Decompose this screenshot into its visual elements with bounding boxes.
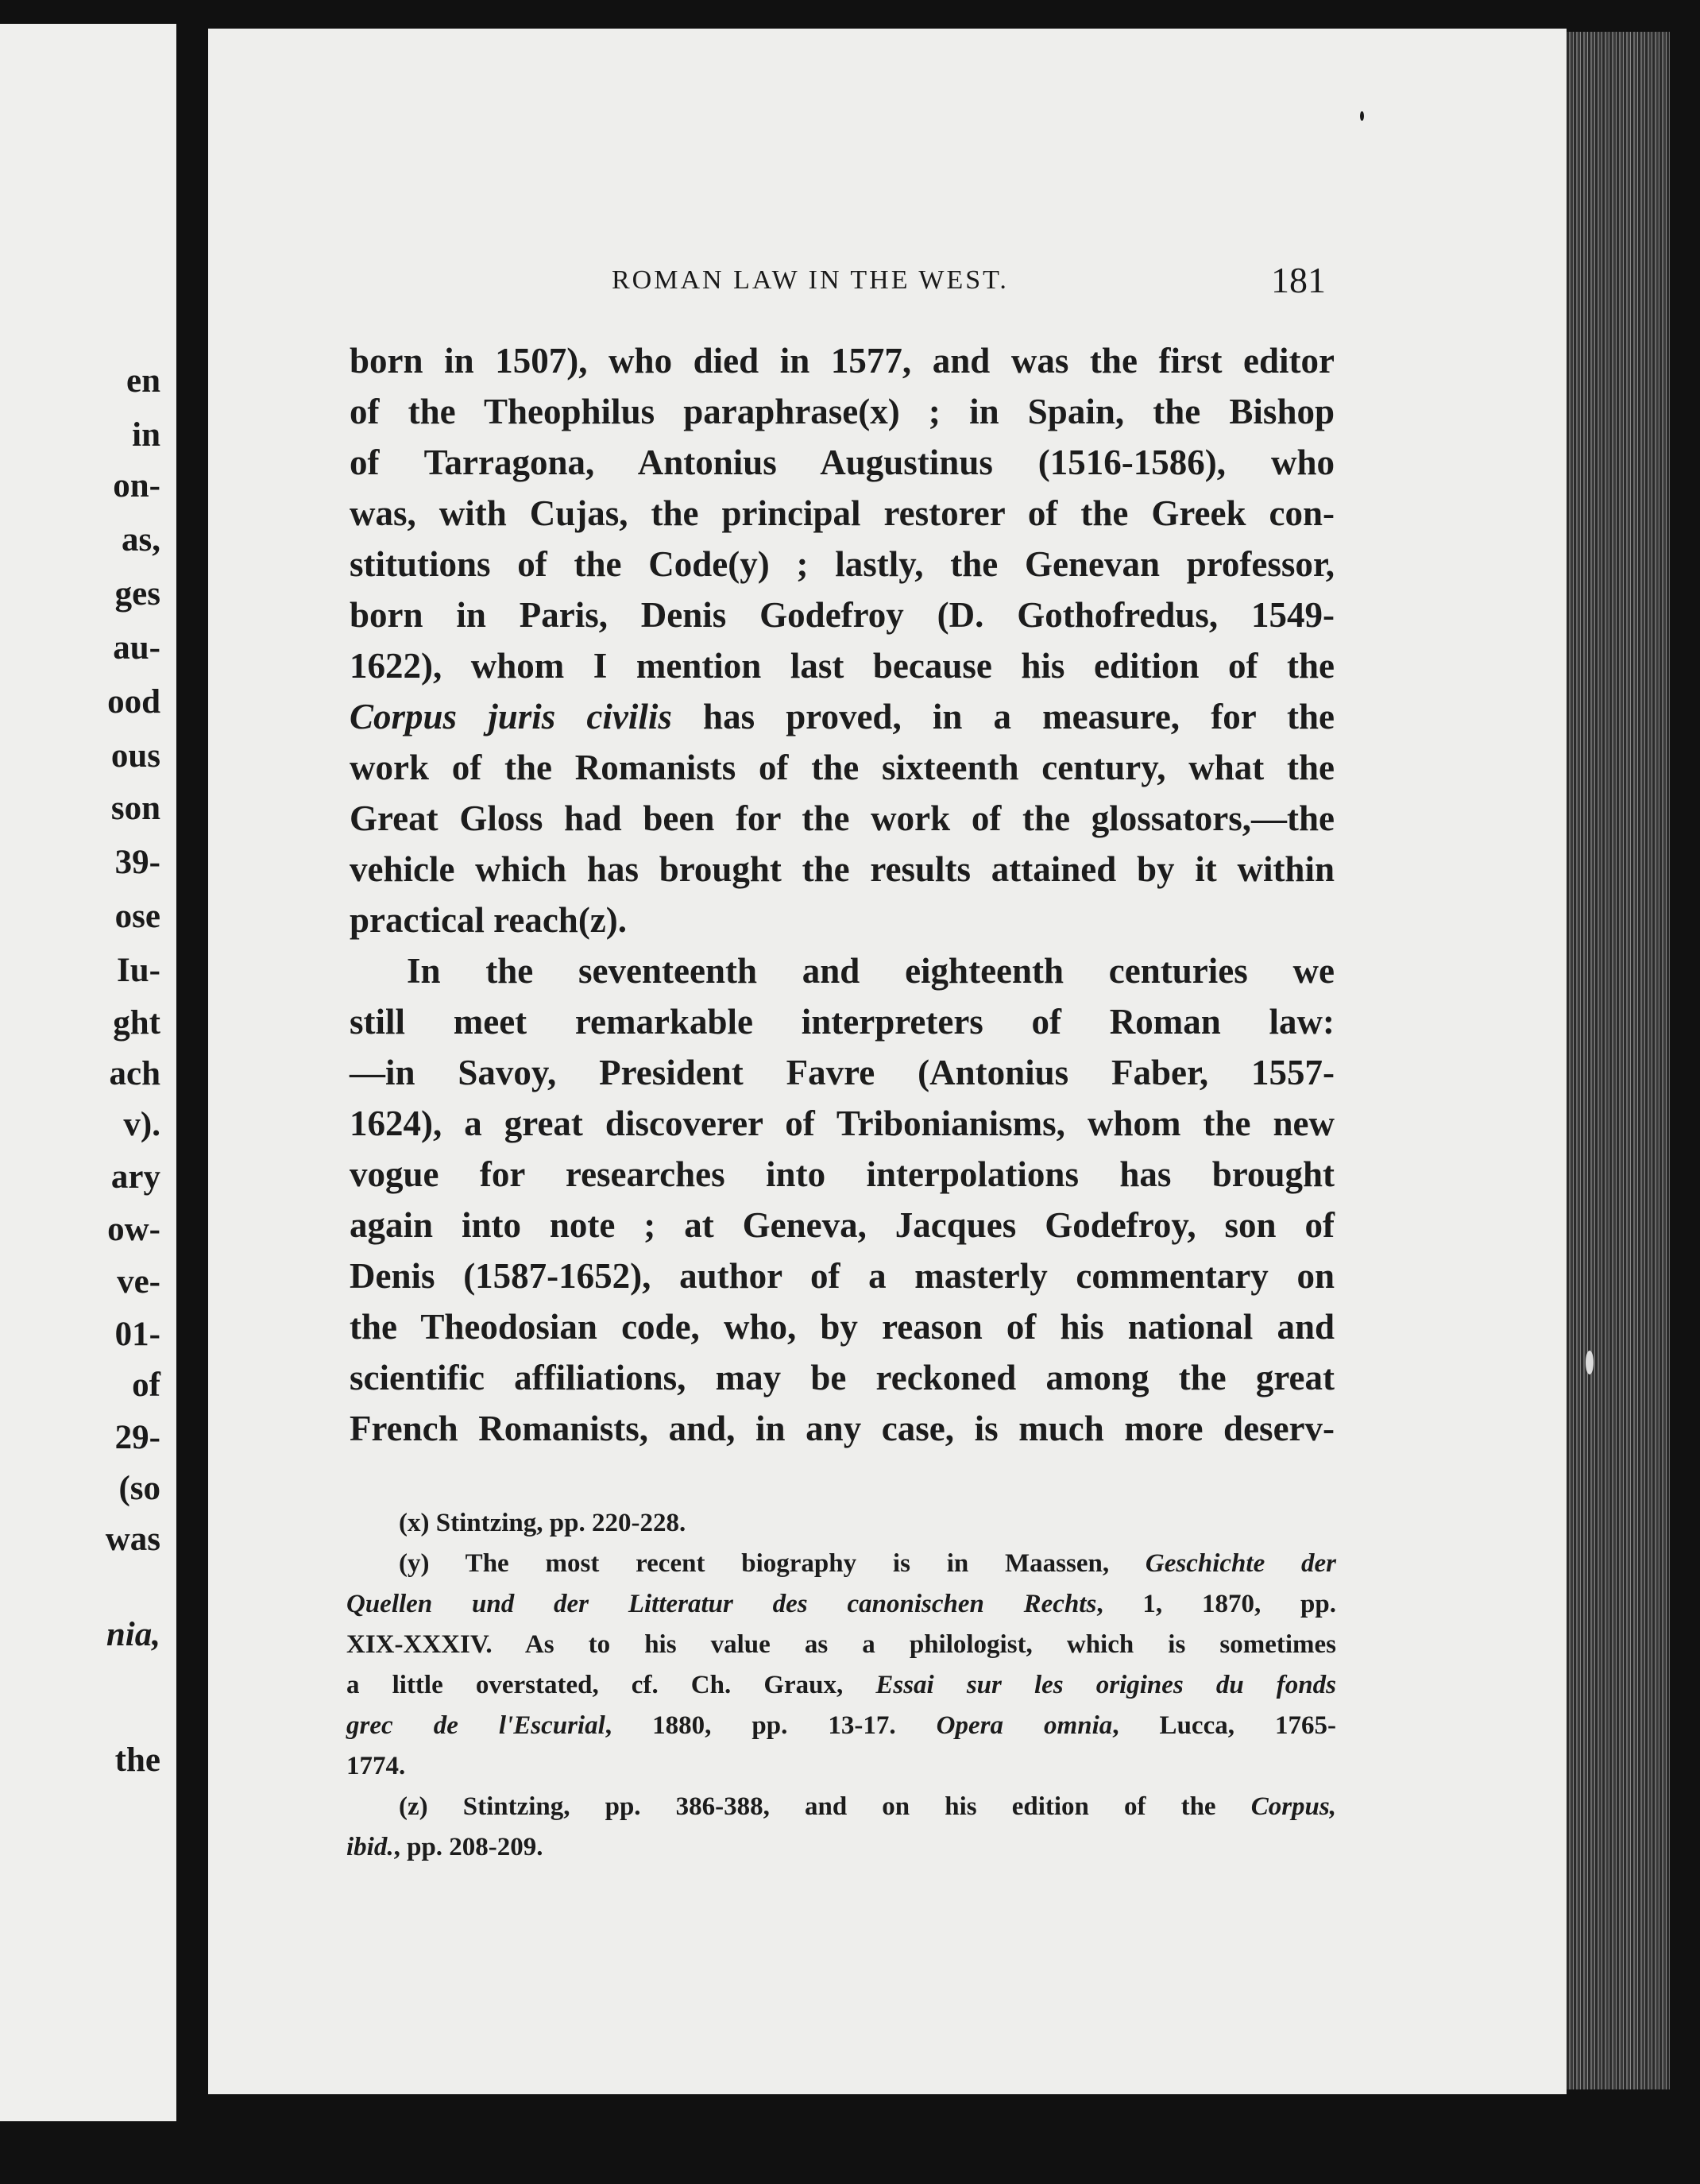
footnote-line bbox=[346, 1665, 1336, 1706]
body-line: again into note ; at Geneva, Jacques Godefroy, son of bbox=[350, 1205, 1335, 1245]
footnote-text: , Lucca, 1765- bbox=[1112, 1711, 1337, 1740]
body-line: French Romanists, and, in any case, is much more deserv- bbox=[350, 1409, 1335, 1448]
margin-fragment: ous bbox=[110, 737, 160, 775]
margin-fragment: (so bbox=[118, 1470, 160, 1507]
body-line: 1622), whom I mention last because his edition of the bbox=[350, 646, 1335, 686]
body-line bbox=[350, 691, 1335, 742]
body-line: 1624), a great discoverer of Tribonianisms, whom the new bbox=[350, 1104, 1335, 1143]
footnote-text: (x) Stintzing, pp. 220-228. bbox=[399, 1509, 686, 1537]
footnote-text: (y) The most recent biography is in Maassen, bbox=[399, 1549, 1146, 1578]
footnote-italic: Geschichte der bbox=[1145, 1549, 1336, 1578]
print-speck bbox=[1586, 1351, 1594, 1374]
footnote-line bbox=[346, 1503, 1336, 1544]
body-line: —in Savoy, President Favre (Antonius Faber, 1557- bbox=[350, 1053, 1335, 1092]
footnote-text: 1774. bbox=[346, 1752, 406, 1780]
footnote-line bbox=[346, 1584, 1336, 1625]
body-line: born in Paris, Denis Godefroy (D. Gothofredus, 1549- bbox=[350, 595, 1335, 635]
margin-fragment: en bbox=[126, 362, 160, 400]
body-line: still meet remarkable interpreters of Roman law: bbox=[350, 1002, 1335, 1042]
body-line: the Theodosian code, who, by reason of his national and bbox=[350, 1307, 1335, 1347]
margin-fragment: ght bbox=[113, 1004, 160, 1042]
margin-fragment: was bbox=[105, 1521, 160, 1558]
margin-fragment: 39- bbox=[114, 844, 160, 881]
footnote-line bbox=[346, 1544, 1336, 1584]
body-line: vehicle which has brought the results attained by it within bbox=[350, 849, 1335, 889]
margin-fragment: as, bbox=[122, 521, 160, 559]
footnote-text: XIX-XXXIV. As to his value as a philologist, which is sometimes bbox=[346, 1630, 1336, 1659]
footnote-text: , pp. 208-209. bbox=[393, 1833, 543, 1861]
margin-fragment: ow- bbox=[107, 1211, 160, 1248]
footnote-italic: Quellen und der Litteratur des canonischen Rechts bbox=[346, 1590, 1097, 1618]
margin-fragment: ach bbox=[109, 1055, 160, 1092]
body-line-italic: Corpus juris civilis bbox=[350, 697, 672, 736]
margin-fragment: of bbox=[132, 1366, 160, 1404]
margin-fragment: the bbox=[114, 1741, 160, 1779]
page-edge bbox=[1567, 32, 1670, 2089]
print-speck bbox=[1360, 111, 1364, 121]
body-line: scientific affiliations, may be reckoned among the great bbox=[350, 1358, 1335, 1397]
margin-fragment: on- bbox=[113, 467, 160, 504]
body-line: In the seventeenth and eighteenth centuries we bbox=[407, 951, 1335, 991]
footnotes bbox=[346, 1503, 1336, 1868]
body-line: vogue for researches into interpolations has brought bbox=[350, 1154, 1335, 1194]
left-facing-page bbox=[0, 24, 176, 2121]
body-line: stitutions of the Code(y) ; lastly, the Genevan professor, bbox=[350, 544, 1335, 584]
margin-fragment: au- bbox=[113, 629, 160, 667]
margin-fragment: ve- bbox=[117, 1263, 160, 1301]
margin-fragment: son bbox=[110, 790, 160, 827]
body-line: Denis (1587-1652), author of a masterly commentary on bbox=[350, 1256, 1335, 1296]
footnote-italic: ibid. bbox=[346, 1833, 394, 1861]
footnote-text: (z) Stintzing, pp. 386-388, and on his edition of the bbox=[399, 1792, 1251, 1821]
body-line: of the Theophilus paraphrase(x) ; in Spain, the Bishop bbox=[350, 392, 1335, 431]
footnote-text: , 1880, pp. 13-17. bbox=[605, 1711, 937, 1740]
margin-fragment: ose bbox=[114, 898, 160, 935]
margin-fragment: ary bbox=[110, 1158, 160, 1196]
margin-fragment: nia, bbox=[106, 1616, 160, 1653]
margin-fragment: v). bbox=[123, 1106, 160, 1143]
page-number: 181 bbox=[1271, 260, 1326, 300]
body-line: practical reach(z). bbox=[350, 900, 628, 940]
body-line-rest: has proved, in a measure, for the bbox=[671, 697, 1335, 736]
body-line: of Tarragona, Antonius Augustinus (1516-1586), who bbox=[350, 443, 1335, 482]
margin-fragment: ges bbox=[114, 575, 160, 613]
body-line: work of the Romanists of the sixteenth century, what the bbox=[350, 748, 1335, 787]
margin-fragment: ood bbox=[107, 683, 160, 721]
footnote-text: , 1, 1870, pp. bbox=[1096, 1590, 1336, 1618]
footnote-italic: Corpus, bbox=[1250, 1792, 1336, 1821]
margin-fragment: Iu- bbox=[117, 952, 160, 989]
footnote-line bbox=[346, 1827, 1336, 1868]
footnote-line bbox=[346, 1625, 1336, 1665]
margin-fragment: in bbox=[132, 416, 160, 454]
running-head: ROMAN LAW IN THE WEST. bbox=[612, 265, 1009, 295]
body-line: born in 1507), who died in 1577, and was the first editor bbox=[350, 341, 1335, 381]
body-line: was, with Cujas, the principal restorer of the Greek con- bbox=[350, 493, 1335, 533]
footnote-line bbox=[346, 1706, 1336, 1746]
footnote-line bbox=[346, 1787, 1336, 1827]
body-text bbox=[350, 335, 1335, 1454]
footnote-italic: grec de l'Escurial bbox=[346, 1711, 605, 1740]
footnote-line bbox=[346, 1746, 1336, 1787]
margin-fragment: 01- bbox=[114, 1316, 160, 1353]
footnote-italic: Opera omnia bbox=[936, 1711, 1113, 1740]
margin-fragment: 29- bbox=[114, 1419, 160, 1456]
footnote-italic: Essai sur les origines du fonds bbox=[875, 1671, 1336, 1699]
footnote-text: a little overstated, cf. Ch. Graux, bbox=[346, 1671, 876, 1699]
body-line: Great Gloss had been for the work of the glossators,—the bbox=[350, 798, 1335, 838]
